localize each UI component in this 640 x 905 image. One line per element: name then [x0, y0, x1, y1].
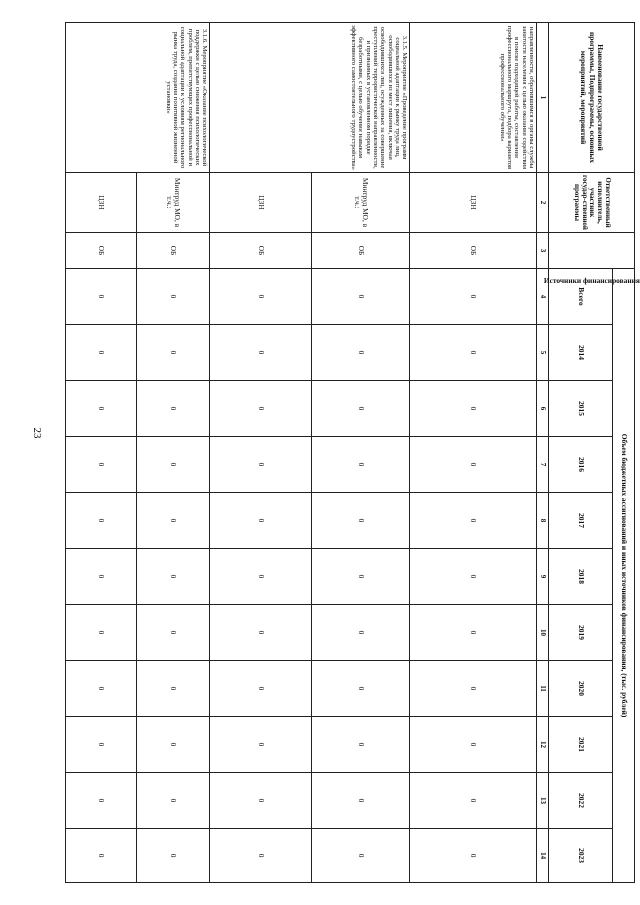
column-number: 1: [537, 23, 549, 173]
value-cell: 0: [410, 437, 537, 493]
value-cell: 0: [66, 717, 137, 773]
value-cell: 0: [66, 829, 137, 883]
column-number: 13: [537, 773, 549, 829]
funding-table-wrapper: [65, 22, 640, 882]
header-year: 2021: [549, 717, 613, 773]
row-source: ОБ: [410, 233, 537, 269]
header-source: [543, 233, 640, 285]
value-cell: 0: [311, 493, 410, 549]
column-number: 11: [537, 661, 549, 717]
column-number: 4: [537, 269, 549, 325]
value-cell: 0: [66, 493, 137, 549]
value-cell: 0: [210, 325, 311, 381]
value-cell: 0: [311, 605, 410, 661]
value-cell: 0: [210, 269, 311, 325]
value-cell: 0: [410, 661, 537, 717]
value-cell: 0: [311, 269, 410, 325]
value-cell: 0: [136, 493, 209, 549]
header-year: 2018: [549, 549, 613, 605]
column-number: 5: [537, 325, 549, 381]
value-cell: 0: [210, 493, 311, 549]
value-cell: 0: [410, 493, 537, 549]
value-cell: 0: [210, 549, 311, 605]
value-cell: 0: [136, 381, 209, 437]
value-cell: 0: [410, 717, 537, 773]
row-name: направленности, обратившимся в органы службы занятости населения с целью оказания содействия в поиске подходящей работы, составления профессионального маршрута, подбора вариантов профессионального обучения»: [410, 23, 537, 173]
value-cell: 0: [136, 549, 209, 605]
value-cell: 0: [210, 437, 311, 493]
row-responsible: Минтруд МО, в т.ч.:: [311, 173, 410, 233]
value-cell: 0: [136, 661, 209, 717]
value-cell: 0: [311, 437, 410, 493]
column-number: 12: [537, 717, 549, 773]
value-cell: 0: [66, 381, 137, 437]
value-cell: 0: [311, 381, 410, 437]
row-responsible: ЦЗН: [210, 173, 311, 233]
row-source: ОБ: [210, 233, 311, 269]
column-number: 6: [537, 381, 549, 437]
column-number: 14: [537, 829, 549, 883]
value-cell: 0: [66, 437, 137, 493]
value-cell: 0: [410, 381, 537, 437]
table-row: [136, 23, 209, 883]
header-year: 2019: [549, 605, 613, 661]
row-responsible: Минтруд МО, в т.ч.:: [136, 173, 209, 233]
value-cell: 0: [210, 661, 311, 717]
value-cell: 0: [311, 549, 410, 605]
table-row: [410, 23, 537, 883]
row-responsible: ЦЗН: [66, 173, 137, 233]
value-cell: 0: [66, 549, 137, 605]
value-cell: 0: [136, 269, 209, 325]
value-cell: 0: [311, 325, 410, 381]
value-cell: 0: [66, 605, 137, 661]
page-number: 23: [31, 427, 43, 439]
value-cell: 0: [66, 661, 137, 717]
value-cell: 0: [410, 773, 537, 829]
value-cell: 0: [311, 773, 410, 829]
value-cell: 0: [410, 325, 537, 381]
value-cell: 0: [311, 717, 410, 773]
value-cell: 0: [210, 829, 311, 883]
table-row: [311, 23, 410, 883]
header-total: Всего: [549, 269, 613, 325]
value-cell: 0: [410, 829, 537, 883]
row-name: 3.1.6. Мероприятие «Оказание психологической поддержки с целью снижения психологических проблем, препятствующих профессиональной и социальной адаптации к условиям регионального рынка труда, создания позитивной жизненной установки»: [66, 23, 210, 173]
value-cell: 0: [210, 381, 311, 437]
value-cell: 0: [136, 325, 209, 381]
header-year: 2016: [549, 437, 613, 493]
header-source-text: Источники финансирования: [543, 275, 640, 285]
value-cell: 0: [136, 829, 209, 883]
value-cell: 0: [410, 269, 537, 325]
column-number: 10: [537, 605, 549, 661]
row-name: 3.1.5. Мероприятие «Проведение программ социальной адаптации к рынку труда лиц, освободившихся из мест лишения, включая освободившихся лиц, осужденных за совершение преступлений террористической направленности, и признанных в установленном порядке безработными, с целью обучения навыкам эффективного самостоятельного трудоустройства»: [210, 23, 410, 173]
row-source: ОБ: [66, 233, 137, 269]
column-number: 9: [537, 549, 549, 605]
header-year: 2017: [549, 493, 613, 549]
header-funding-group: Объем бюджетных ассигнований и иных источников финансирования, (тыс. рублей): [613, 269, 635, 883]
value-cell: 0: [410, 605, 537, 661]
value-cell: 0: [66, 325, 137, 381]
header-name: Наименование государственной программы, Подпрограммы, основных мероприятий, мероприятий: [549, 23, 635, 173]
header-year: 2020: [549, 661, 613, 717]
column-number: 8: [537, 493, 549, 549]
value-cell: 0: [311, 661, 410, 717]
value-cell: 0: [136, 605, 209, 661]
row-responsible: ЦЗН: [410, 173, 537, 233]
value-cell: 0: [210, 605, 311, 661]
header-year: 2014: [549, 325, 613, 381]
value-cell: 0: [210, 773, 311, 829]
value-cell: 0: [410, 549, 537, 605]
row-source: ОБ: [136, 233, 209, 269]
value-cell: 0: [136, 773, 209, 829]
header-responsible: Ответственный исполнитель, участник государ-ственной программы: [549, 173, 635, 233]
value-cell: 0: [136, 717, 209, 773]
column-number: 2: [537, 173, 549, 233]
value-cell: 0: [66, 269, 137, 325]
header-year: 2015: [549, 381, 613, 437]
column-number: 3: [537, 233, 549, 269]
funding-table: [65, 22, 640, 883]
value-cell: 0: [210, 717, 311, 773]
column-number-row: [537, 23, 549, 883]
row-source: ОБ: [311, 233, 410, 269]
header-year: 2022: [549, 773, 613, 829]
column-number: 7: [537, 437, 549, 493]
value-cell: 0: [311, 829, 410, 883]
value-cell: 0: [136, 437, 209, 493]
header-year: 2023: [549, 829, 613, 883]
value-cell: 0: [66, 773, 137, 829]
